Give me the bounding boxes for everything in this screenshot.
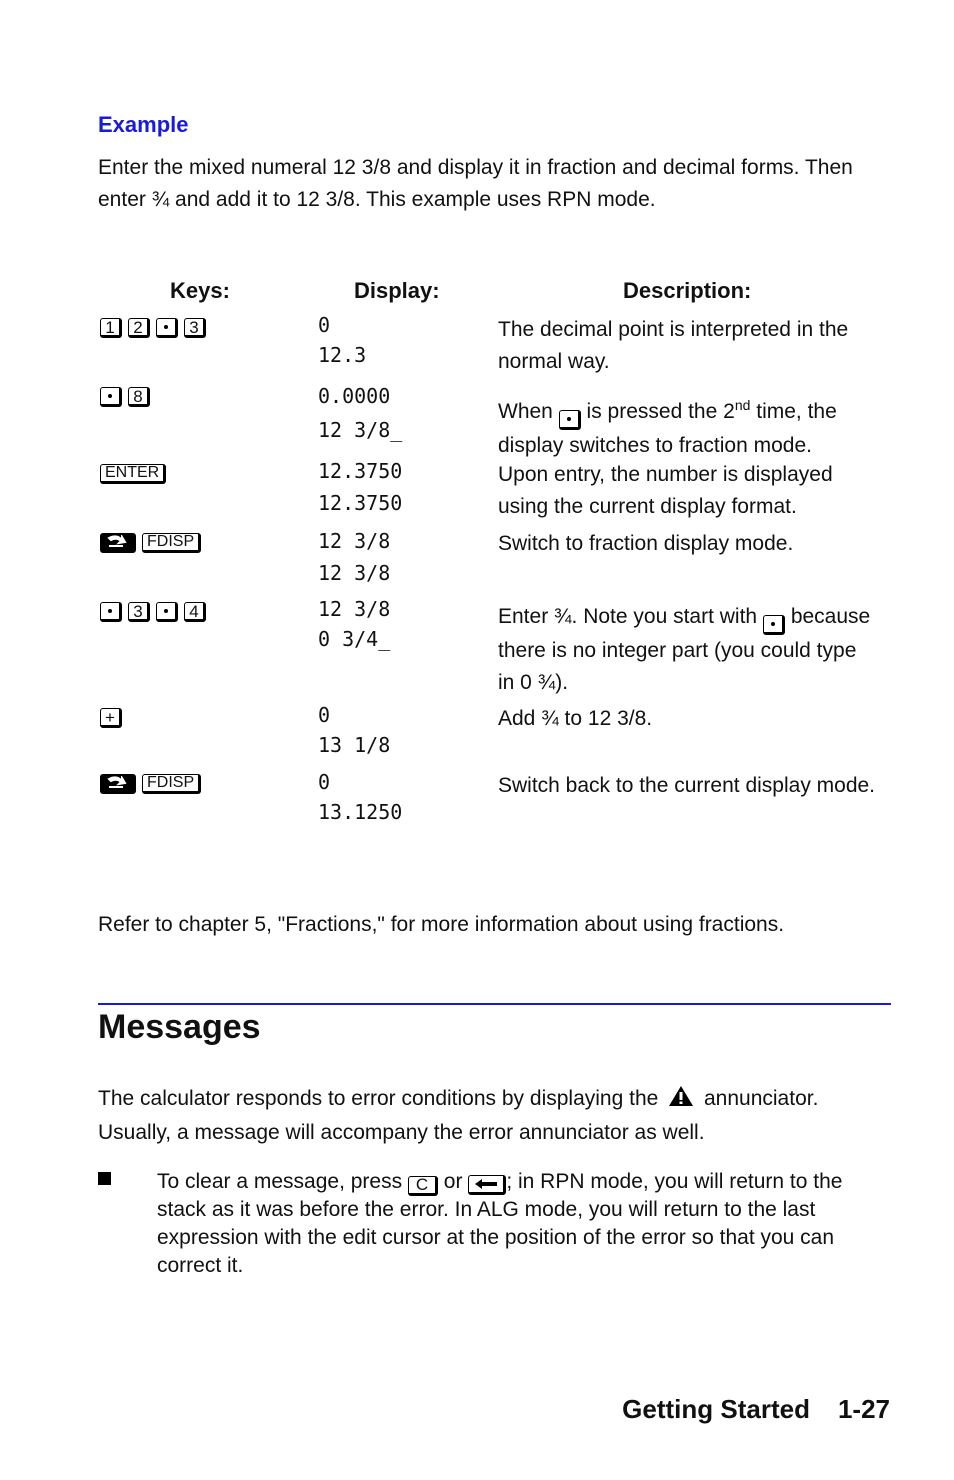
key-3: 3 (184, 318, 206, 338)
example-heading: Example (98, 112, 189, 137)
messages-text: The calculator responds to error conditions by displaying the (98, 1087, 659, 1110)
backspace-key (468, 1175, 506, 1195)
row3-description: Upon entry, the number is displayed using the current display format. (498, 463, 833, 518)
key-8: 8 (128, 387, 150, 407)
key-c: C (408, 1176, 438, 1196)
key-fdisp: FDISP (142, 774, 201, 794)
bullet-square (98, 1172, 111, 1185)
row6-keys (100, 706, 122, 730)
row7-keys (100, 772, 201, 796)
row5-keys (100, 600, 206, 624)
page-number: 1-27 (837, 1394, 890, 1424)
display-line: 12.3 (318, 343, 367, 367)
row4-description: Switch to fraction display mode. (498, 532, 794, 555)
right-shift-key (100, 774, 136, 794)
display-column-header: Display: (354, 278, 440, 303)
key-decimal-point (763, 615, 785, 635)
row7-display (318, 767, 402, 827)
row2-display (318, 379, 402, 447)
display-line: 13.1250 (318, 800, 403, 824)
display-line: 12 3/8 (318, 561, 391, 585)
row5-display (318, 594, 390, 654)
row3-keys (100, 462, 166, 486)
row2-keys (100, 385, 150, 409)
row1-display (318, 310, 366, 370)
display-line: 12 3/8 (318, 597, 391, 621)
key-decimal-point (100, 602, 122, 622)
key-enter: ENTER (100, 464, 166, 484)
desc-text: because there is no integer part (you could type in 0 ¾). (498, 605, 871, 694)
display-line: 12 3/8 (318, 529, 391, 553)
display-line: 0 3/4_ (318, 627, 391, 651)
bullet-text-part: ; in RPN mode, you will return to the stack as it was before the error. In ALG mode, you will return to the last expression with the edit cursor at the position of the error so that you can correct it. (157, 1170, 843, 1277)
footer-section: Getting Started (622, 1394, 810, 1424)
key-fdisp: FDISP (142, 533, 201, 553)
superscript-nd: nd (734, 397, 751, 413)
display-line: 0 (318, 313, 331, 337)
page-footer (622, 1394, 890, 1425)
row7-description: Switch back to the current display mode. (498, 774, 876, 797)
messages-title: Messages (98, 1008, 261, 1046)
description-column-header: Description: (623, 278, 752, 303)
key-decimal-point (559, 410, 581, 430)
key-4: 4 (184, 602, 206, 622)
refer-text: Refer to chapter 5, "Fractions," for more information about using fractions. (98, 913, 785, 936)
right-shift-icon (106, 535, 128, 549)
bullet-text-part: To clear a message, press (157, 1170, 403, 1193)
row5-description (498, 601, 878, 699)
key-decimal-point (100, 387, 122, 407)
section-divider (98, 1003, 891, 1005)
display-line: 0 (318, 703, 331, 727)
row6-display (318, 700, 390, 760)
bullet-text (157, 1168, 877, 1280)
desc-text: time, the display switches to fraction mode. (498, 400, 837, 457)
row4-keys (100, 531, 201, 555)
messages-text: annunciator. Usually, a message will accompany the error annunciator as well. (98, 1087, 819, 1144)
desc-text: is pressed the 2 (586, 400, 735, 423)
desc-text: Enter ¾. Note you start with (498, 605, 758, 628)
messages-intro (98, 1082, 888, 1150)
key-1: 1 (100, 318, 122, 338)
key-plus: + (100, 708, 122, 728)
bullet-text-part: or (443, 1170, 463, 1193)
key-decimal-point (156, 318, 178, 338)
display-line: 0.0000 (318, 384, 391, 408)
right-shift-key (100, 533, 136, 553)
desc-text: When (498, 400, 553, 423)
row1-description: The decimal point is interpreted in the normal way. (498, 318, 849, 373)
display-line: 12 3/8_ (318, 418, 403, 442)
key-decimal-point (156, 602, 178, 622)
row3-display (318, 455, 402, 519)
row2-description (498, 389, 878, 462)
warning-annunciator-icon (668, 1085, 694, 1107)
key-2: 2 (128, 318, 150, 338)
key-3: 3 (128, 602, 150, 622)
row6-description: Add ¾ to 12 3/8. (498, 707, 653, 730)
backspace-arrow-icon (473, 1178, 499, 1190)
row4-display (318, 525, 390, 589)
display-line: 13 1/8 (318, 733, 391, 757)
row1-keys (100, 316, 206, 340)
right-shift-icon (106, 776, 128, 790)
example-intro: Enter the mixed numeral 12 3/8 and display it in fraction and decimal forms. Then enter ¾ and add it to 12 3/8. This example uses RPN mode. (98, 156, 853, 211)
display-line: 0 (318, 770, 331, 794)
keys-column-header: Keys: (170, 278, 230, 303)
display-line: 12.3750 (318, 491, 403, 515)
display-line: 12.3750 (318, 459, 403, 483)
